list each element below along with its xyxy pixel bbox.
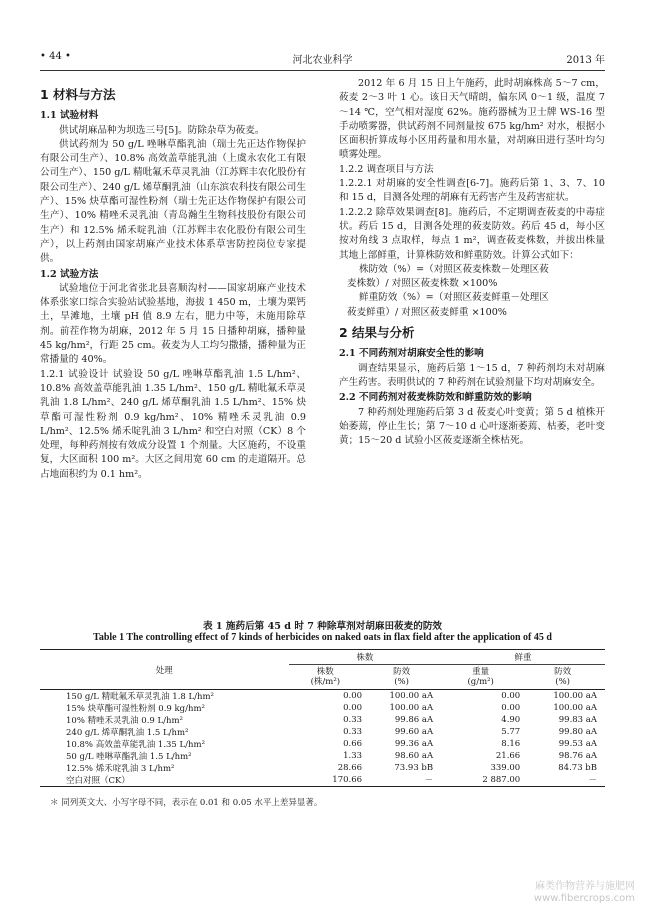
header-weight-efficacy [520,665,605,690]
header-treatment: 处理 [40,650,289,690]
cell-treatment: 240 g/L 烯草酮乳油 1.5 L/hm² [66,728,189,738]
cell-plant-efficacy: － [362,774,441,787]
subsection-1-1-title: 1.1 试验材料 [40,110,99,122]
formula-weight-efficacy-cont: 莜麦鲜重）/ 对照区莜麦鲜重 ×100% [347,306,507,318]
watermark-url: www.fibercrops.com [533,893,635,904]
section-1-title: 1 材料与方法 [40,87,116,102]
header-plant-efficacy [362,665,441,690]
table-row [40,738,605,750]
subsection-2-1-title: 2.1 不同药剂对胡麻安全性的影响 [339,348,484,360]
paragraph: 调查结果显示，施药后第 1～15 d，7 种药剂均未对胡麻产生药害。表明供试的 7 种药剂在试验剂量下均对胡麻安全。 [339,362,605,388]
header-plant-count [289,665,362,690]
cell-plant-efficacy: 100.00 aA [389,691,434,701]
header-fresh-weight-unit: (g/m²) [467,677,494,687]
cell-plant-efficacy: 99.60 aA [394,727,434,737]
cell-plant-count: 0.00 [343,691,363,701]
efficacy-table [40,649,605,787]
cell-treatment: 15% 炔草酯可湿性粉剂 0.9 kg/hm² [66,704,205,714]
cell-weight-efficacy: 99.83 aA [558,715,597,725]
cell-plant-count: 0.33 [343,727,363,737]
running-header [40,51,605,69]
paragraph: 1.2.2.1 对胡麻的安全性调查[6-7]。施药后第 1、3、7、10 和 15 d，目测各处理的胡麻有无药害产生及药害症状。 [339,178,605,204]
header-plant-count-unit: (株/m²) [310,677,341,687]
cell-weight-efficacy: 99.53 aA [558,739,597,749]
table-footnote: ＊ 同列英文大、小写字母不同，表示在 0.01 和 0.05 水平上差异显著。 [50,798,323,808]
cell-weight-efficacy: 84.73 bB [558,763,597,773]
cell-fresh-weight: 8.16 [501,739,521,749]
paragraph: 1.2.2.2 除草效果调查[8]。施药后，不定期调查莜麦的中毒症状。药后 15 d，目测各处理的莜麦防效。药后 45 d，每小区按对角线 3 点取样，每点 1 m²，调查莜麦株数，并拔出株量其地上部鲜重，计算株防效和鲜重防效。计算公式如下： [339,206,605,261]
cell-treatment: 50 g/L 唑啉草酯乳油 1.5 L/hm² [66,752,192,762]
cell-plant-efficacy: 99.36 aA [394,739,434,749]
cell-fresh-weight: 5.77 [501,727,521,737]
right-column [339,77,605,448]
cell-treatment: 空白对照（CK） [40,774,289,787]
cell-fresh-weight: 0.00 [501,703,521,713]
cell-plant-count: 0.00 [343,703,363,713]
watermark [534,881,635,905]
table-caption-en: Table 1 The controlling effect of 7 kinds of herbicides on naked oats in flax field after the application of 45 d [93,632,552,643]
paragraph: 试验地位于河北省张北县喜顺沟村——国家胡麻产业技术体系张家口综合实验站试验基地，海拔 1 450 m，土壤为栗钙土，旱滩地，土壤 pH 值 8.9 左右，肥力中等，未施用除草剂。前茬作物为胡麻，2012 年 5 月 15 日播种胡麻，播种量 45 kg/hm²，行距 25 cm。莜麦为人工均匀撒播，播种量为正常播量的 40%。 [40,282,306,366]
cell-plant-count: 28.66 [337,763,363,773]
header-fresh-weight-label: 重量 [472,667,490,677]
header-fresh-weight [441,665,520,690]
section-2-title: 2 结果与分析 [339,325,415,341]
table-row [40,726,605,738]
paragraph: 供试药剂为 50 g/L 唑啉草酯乳油（瑞士先正达作物保护有限公司生产）、10.8% 高效盖草能乳油（上虞永农化工有限公司生产）、150 g/L 精吡氟禾草灵乳油（江苏辉丰农化股份有限公司生产）、240 g/L 烯草酮乳油（山东滨农科技有限公司生产）、15% 炔草酯可湿性粉剂（瑞士先正达作物保护有限公司生产）、10% 精唑禾灵乳油（青岛瀚生生物科技股份有限公司生产）和 12.5% 烯禾啶乳油（江苏辉丰农化股份有限公司生产），以上药剂由国家胡麻产业技术体系草害防控岗位专家提供。 [40,138,306,265]
cell-treatment: 10% 精唑禾灵乳油 0.9 L/hm² [66,716,183,726]
paragraph: 供试胡麻品种为坝选三号[5]。防除杂草为莜麦。 [59,124,265,136]
cell-treatment: 12.5% 烯禾啶乳油 3 L/hm² [66,764,175,774]
paragraph: 2012 年 6 月 15 日上午施药，此时胡麻株高 5～7 cm，莜麦 2～3 叶 1 心。该日天气晴朗，偏东风 0～1 级，温度 7～14 ℃，空气相对湿度 62%。施药器械为卫士牌 WS-16 型手动喷雾器，供试药剂不同剂量按 675 kg/hm² 对水，根据小区面积折算成每小区用药量和用水量，对胡麻田进行茎叶均匀喷雾处理。 [339,78,605,161]
table-row [40,762,605,774]
cell-fresh-weight: 4.90 [501,715,521,725]
header-plant-count-group: 株数 [289,650,442,665]
cell-fresh-weight: 339.00 [490,763,521,773]
cell-fresh-weight: 2 887.00 [441,774,520,787]
cell-weight-efficacy: 99.80 aA [558,727,597,737]
table-row [40,750,605,762]
cell-plant-count: 0.66 [343,739,363,749]
cell-weight-efficacy: － [520,774,605,787]
header-rule [40,70,605,71]
cell-treatment: 150 g/L 精吡氟禾草灵乳油 1.8 L/hm² [66,692,214,702]
journal-name: 河北农业科学 [292,55,353,66]
table-caption-cn: 表 1 施药后第 45 d 时 7 种除草剂对胡麻田莜麦的防效 [202,621,443,632]
table-row [40,774,605,787]
header-weight-efficacy-label: 防效 [554,667,572,677]
cell-plant-efficacy: 100.00 aA [389,703,434,713]
watermark-title: 麻类作物营养与施肥网 [535,881,635,892]
header-plant-efficacy-unit: (%) [394,677,409,687]
paragraph: 7 种药剂处理施药后第 3 d 莜麦心叶变黄；第 5 d 植株开始萎蔫，停止生长；第 7～10 d 心叶逐渐萎蔫、枯萎，老叶变黄；15～20 d 试验小区莜麦逐渐全株枯死。 [339,406,605,447]
subsection-1-2-title: 1.2 试验方法 [40,268,99,280]
cell-weight-efficacy: 100.00 aA [553,691,597,701]
subsection-2-2-title: 2.2 不同药剂对莜麦株防效和鲜重防效的影响 [339,392,532,404]
subsection-1-2-2-title: 1.2.2 调查项目与方法 [339,163,434,175]
header-plant-efficacy-label: 防效 [393,667,411,677]
cell-treatment: 10.8% 高效盖草能乳油 1.35 L/hm² [66,740,205,750]
cell-weight-efficacy: 100.00 aA [553,703,597,713]
cell-weight-efficacy: 98.76 aA [558,751,597,761]
table-row [40,714,605,726]
cell-fresh-weight: 0.00 [501,691,521,701]
formula-plant-efficacy-cont: 麦株数）/ 对照区莜麦株数 ×100% [347,278,498,290]
left-column [40,82,306,482]
cell-plant-efficacy: 98.60 aA [394,751,434,761]
paragraph: 1.2.1 试验设计 试验设 50 g/L 唑啉草酯乳油 1.5 L/hm²、10.8% 高效盖草能乳油 1.35 L/hm²、150 g/L 精吡氟禾草灵乳油 1.8 L/hm²、240 g/L 烯草酮乳油 1.5 L/hm²、15% 炔草酯可湿性粉剂 0.9 kg/hm²、10% 精唑禾灵乳油 0.9 L/hm²、12.5% 烯禾啶乳油 3 L/hm² 和空白对照（CK）8 个处理，每种药剂按有效成分设置 1 个剂量。大区施药，不设重复，大区面积 100 m²。大区之间用宽 60 cm 的走道隔开。总占地面积约为 0.1 hm²。 [40,368,306,480]
table-row [40,702,605,714]
journal-year: 2013 年 [566,55,605,66]
cell-fresh-weight: 21.66 [495,751,521,761]
page-number: • 44 • [40,51,71,62]
cell-plant-efficacy: 99.86 aA [394,715,434,725]
cell-plant-count: 170.66 [289,774,362,787]
header-weight-efficacy-unit: (%) [555,677,570,687]
header-fresh-weight-group: 鲜重 [441,650,605,665]
header-plant-count-label: 株数 [316,667,334,677]
cell-plant-efficacy: 73.93 bB [394,763,434,773]
formula-weight-efficacy: 鲜重防效（%）=（对照区莜麦鲜重－处理区 [359,292,549,304]
cell-plant-count: 0.33 [343,715,363,725]
formula-plant-efficacy: 株防效（%）=（对照区莜麦株数－处理区莜 [359,263,549,275]
table-row [40,690,605,703]
cell-plant-count: 1.33 [343,751,363,761]
